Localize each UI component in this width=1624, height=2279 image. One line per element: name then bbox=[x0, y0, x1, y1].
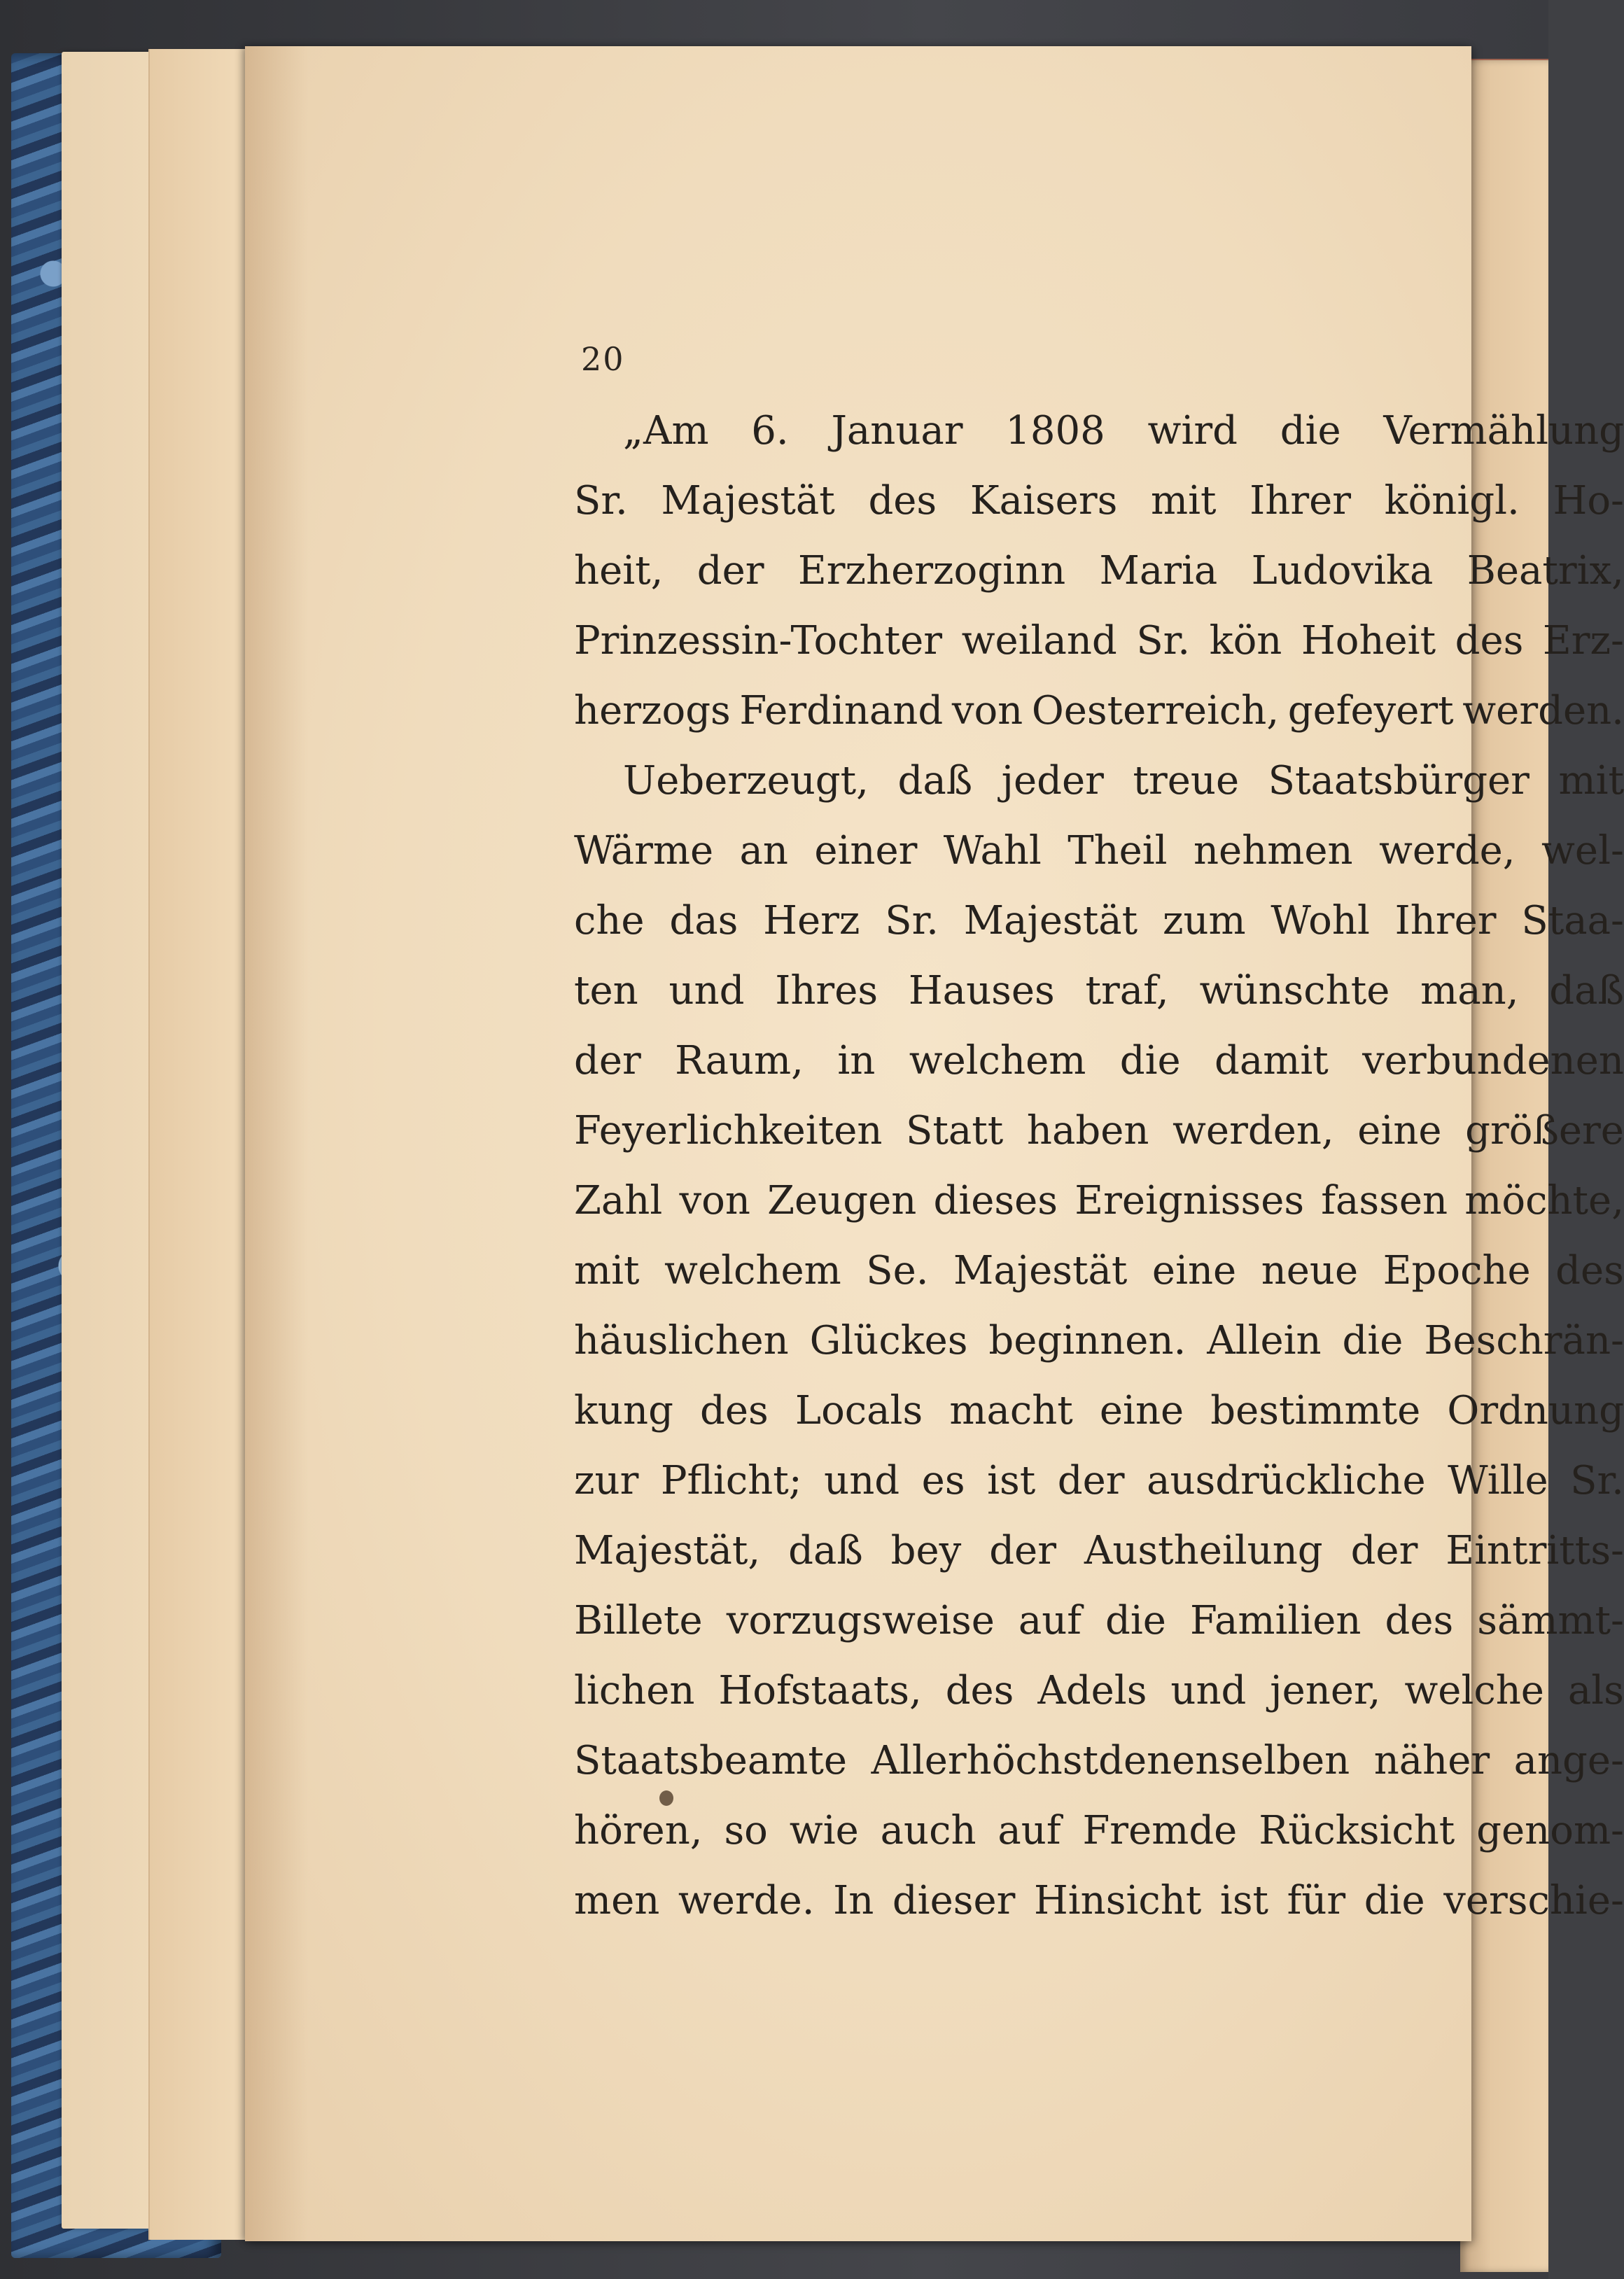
text-line bbox=[574, 1796, 1624, 1866]
word: Wärme bbox=[574, 828, 714, 874]
word: größere bbox=[1465, 1108, 1624, 1153]
text-line bbox=[574, 676, 1624, 746]
word: beginnen. bbox=[988, 1318, 1186, 1363]
word: Theil bbox=[1068, 828, 1168, 874]
word: heit, bbox=[574, 548, 664, 594]
word: das bbox=[669, 898, 738, 944]
word: welchem bbox=[909, 1038, 1086, 1084]
word: Ihres bbox=[775, 968, 878, 1014]
word: die bbox=[1364, 1878, 1425, 1923]
word: des bbox=[868, 478, 937, 524]
text-line bbox=[574, 606, 1624, 676]
word: men bbox=[574, 1878, 660, 1923]
word: 6. bbox=[751, 408, 789, 454]
word: mit bbox=[1558, 758, 1624, 804]
word: so bbox=[724, 1808, 768, 1853]
word: Locals bbox=[794, 1388, 923, 1433]
word: Pflicht; bbox=[660, 1458, 802, 1503]
word: Allerhöchstdenenselben bbox=[871, 1738, 1350, 1783]
word: Prinzessin-Tochter bbox=[574, 618, 943, 664]
word: Hauses bbox=[908, 968, 1055, 1014]
word: Ludovika bbox=[1251, 548, 1434, 594]
text-line bbox=[574, 816, 1624, 886]
text-line bbox=[574, 396, 1624, 466]
word: Majestät bbox=[661, 478, 835, 524]
word: Feyerlichkeiten bbox=[574, 1108, 883, 1153]
text-line bbox=[574, 1586, 1624, 1656]
word: macht bbox=[949, 1388, 1073, 1433]
word: Sr. bbox=[574, 478, 628, 524]
word: Zeugen bbox=[767, 1178, 917, 1223]
word: und bbox=[1170, 1668, 1247, 1713]
word: Maria bbox=[1099, 548, 1218, 594]
word: einer bbox=[814, 828, 918, 874]
word: des bbox=[1555, 1248, 1624, 1293]
word: Beatrix, bbox=[1466, 548, 1624, 594]
word: wird bbox=[1147, 408, 1238, 454]
word: Sr. bbox=[1570, 1458, 1624, 1503]
word: möchte, bbox=[1464, 1178, 1624, 1223]
word: an bbox=[739, 828, 788, 874]
word: daß bbox=[788, 1528, 863, 1573]
word: die bbox=[1105, 1598, 1166, 1643]
word: Ueberzeugt, bbox=[623, 758, 869, 804]
word: dieser bbox=[892, 1878, 1016, 1923]
word: Fremde bbox=[1082, 1808, 1238, 1853]
page-number: 20 bbox=[581, 340, 625, 378]
word: Majestät, bbox=[574, 1528, 761, 1573]
text-line bbox=[574, 1656, 1624, 1726]
word: lichen bbox=[574, 1668, 695, 1713]
word: sämmt- bbox=[1477, 1598, 1624, 1643]
text-line bbox=[574, 1376, 1624, 1446]
text-line bbox=[574, 1726, 1624, 1796]
text-line bbox=[574, 466, 1624, 536]
word: Rücksicht bbox=[1259, 1808, 1455, 1853]
word: Allein bbox=[1207, 1318, 1322, 1363]
word: der bbox=[989, 1528, 1056, 1573]
word: welchem bbox=[664, 1248, 841, 1293]
body-text bbox=[574, 396, 1624, 1936]
word: haben bbox=[1026, 1108, 1149, 1153]
word: ange- bbox=[1513, 1738, 1624, 1783]
word: Hoheit bbox=[1301, 618, 1436, 664]
word: werden, bbox=[1172, 1108, 1334, 1153]
word: werde, bbox=[1378, 828, 1516, 874]
word: vorzugsweise bbox=[726, 1598, 995, 1643]
word: ist bbox=[987, 1458, 1036, 1503]
text-line bbox=[574, 1866, 1624, 1936]
word: Ferdinand bbox=[739, 688, 944, 734]
word: Staatsbeamte bbox=[574, 1738, 848, 1783]
word: bey bbox=[890, 1528, 962, 1573]
text-line bbox=[574, 1026, 1624, 1096]
word: ist bbox=[1219, 1878, 1269, 1923]
word: Majestät bbox=[963, 898, 1138, 944]
word: Wille bbox=[1448, 1458, 1548, 1503]
text-line bbox=[574, 1306, 1624, 1376]
word: ausdrückliche bbox=[1147, 1458, 1426, 1503]
word: häuslichen bbox=[574, 1318, 789, 1363]
word: 1808 bbox=[1005, 408, 1105, 454]
word: dieses bbox=[933, 1178, 1058, 1223]
word: Epoche bbox=[1382, 1248, 1531, 1293]
text-line bbox=[574, 746, 1624, 816]
word: der bbox=[574, 1038, 641, 1084]
word: genom- bbox=[1476, 1808, 1624, 1853]
word: von bbox=[951, 688, 1023, 734]
word: Zahl bbox=[574, 1178, 663, 1223]
word: kön bbox=[1209, 618, 1282, 664]
word: der bbox=[1350, 1528, 1418, 1573]
word: auf bbox=[997, 1808, 1061, 1853]
word: zum bbox=[1162, 898, 1246, 944]
word: nehmen bbox=[1193, 828, 1353, 874]
word: wel- bbox=[1541, 828, 1624, 874]
word: eine bbox=[1099, 1388, 1184, 1433]
word: Staa- bbox=[1521, 898, 1624, 944]
word: Sr. bbox=[1136, 618, 1191, 664]
word: welche bbox=[1404, 1668, 1544, 1713]
word: Eintritts- bbox=[1446, 1528, 1624, 1573]
word: Herz bbox=[763, 898, 860, 944]
word: jener, bbox=[1270, 1668, 1381, 1713]
word: jeder bbox=[1001, 758, 1104, 804]
word: Hofstaats, bbox=[718, 1668, 922, 1713]
word: gefeyert bbox=[1287, 688, 1454, 734]
word: Wohl bbox=[1270, 898, 1370, 944]
word: Ho- bbox=[1553, 478, 1624, 524]
word: Beschrän- bbox=[1424, 1318, 1624, 1363]
word: Staatsbürger bbox=[1268, 758, 1530, 804]
word: Austheilung bbox=[1084, 1528, 1323, 1573]
word: werde. bbox=[678, 1878, 815, 1923]
word: verbundenen bbox=[1362, 1038, 1624, 1084]
word: des bbox=[1455, 618, 1524, 664]
word: die bbox=[1342, 1318, 1404, 1363]
word: Hinsicht bbox=[1033, 1878, 1202, 1923]
word: in bbox=[837, 1038, 876, 1084]
word: des bbox=[945, 1668, 1014, 1713]
word: „Am bbox=[623, 408, 709, 454]
word: auf bbox=[1018, 1598, 1082, 1643]
word: treue bbox=[1133, 758, 1240, 804]
text-line bbox=[574, 1166, 1624, 1236]
word: Erz- bbox=[1542, 618, 1624, 664]
word: es bbox=[921, 1458, 965, 1503]
word: bestimmte bbox=[1210, 1388, 1421, 1433]
word: Raum, bbox=[675, 1038, 804, 1084]
word: Majestät bbox=[953, 1248, 1128, 1293]
word: der bbox=[1057, 1458, 1125, 1503]
word: Wahl bbox=[943, 828, 1042, 874]
text-line bbox=[574, 1446, 1624, 1516]
word: Adels bbox=[1037, 1668, 1147, 1713]
word: Ordnung bbox=[1447, 1388, 1624, 1433]
word: Vermählung bbox=[1383, 408, 1624, 454]
word: und bbox=[668, 968, 745, 1014]
word: fassen bbox=[1321, 1178, 1448, 1223]
word: mit bbox=[1150, 478, 1217, 524]
text-line bbox=[574, 956, 1624, 1026]
word: zur bbox=[574, 1458, 639, 1503]
word: weiland bbox=[961, 618, 1117, 664]
word: der bbox=[696, 548, 764, 594]
word: daß bbox=[897, 758, 973, 804]
word: Glückes bbox=[809, 1318, 968, 1363]
word: Statt bbox=[906, 1108, 1004, 1153]
text-line bbox=[574, 1236, 1624, 1306]
word: eine bbox=[1357, 1108, 1442, 1153]
word: näher bbox=[1373, 1738, 1490, 1783]
word: kung bbox=[574, 1388, 673, 1433]
word: die bbox=[1119, 1038, 1181, 1084]
word: königl. bbox=[1384, 478, 1520, 524]
word: Oesterreich, bbox=[1031, 688, 1280, 734]
word: die bbox=[1280, 408, 1341, 454]
word: Ihrer bbox=[1394, 898, 1497, 944]
word: eine bbox=[1152, 1248, 1237, 1293]
word: traf, bbox=[1085, 968, 1169, 1014]
word: In bbox=[833, 1878, 874, 1923]
word: des bbox=[700, 1388, 769, 1433]
word: mit bbox=[574, 1248, 640, 1293]
word: für bbox=[1287, 1878, 1346, 1923]
word: Erzherzoginn bbox=[797, 548, 1066, 594]
text-line bbox=[574, 1516, 1624, 1586]
word: wünschte bbox=[1199, 968, 1390, 1014]
word: hören, bbox=[574, 1808, 703, 1853]
word: che bbox=[574, 898, 645, 944]
word: daß bbox=[1549, 968, 1624, 1014]
word: wie bbox=[789, 1808, 859, 1853]
text-line bbox=[574, 536, 1624, 606]
word: man, bbox=[1420, 968, 1519, 1014]
word: Januar bbox=[831, 408, 963, 454]
text-line bbox=[574, 886, 1624, 956]
word: werden. bbox=[1462, 688, 1624, 734]
word: Ihrer bbox=[1250, 478, 1352, 524]
text-line bbox=[574, 1096, 1624, 1166]
word: Billete bbox=[574, 1598, 703, 1643]
word: Sr. bbox=[885, 898, 939, 944]
word: ten bbox=[574, 968, 638, 1014]
word: Se. bbox=[866, 1248, 929, 1293]
word: Familien bbox=[1189, 1598, 1362, 1643]
word: des bbox=[1385, 1598, 1454, 1643]
word: Kaisers bbox=[969, 478, 1118, 524]
word: neue bbox=[1261, 1248, 1359, 1293]
word: als bbox=[1567, 1668, 1624, 1713]
printed-page bbox=[245, 46, 1624, 2241]
word: herzogs bbox=[574, 688, 731, 734]
word: verschie- bbox=[1443, 1878, 1624, 1923]
word: auch bbox=[880, 1808, 976, 1853]
word: damit bbox=[1214, 1038, 1329, 1084]
word: von bbox=[679, 1178, 750, 1223]
word: und bbox=[824, 1458, 900, 1503]
word: Ereignisses bbox=[1074, 1178, 1305, 1223]
